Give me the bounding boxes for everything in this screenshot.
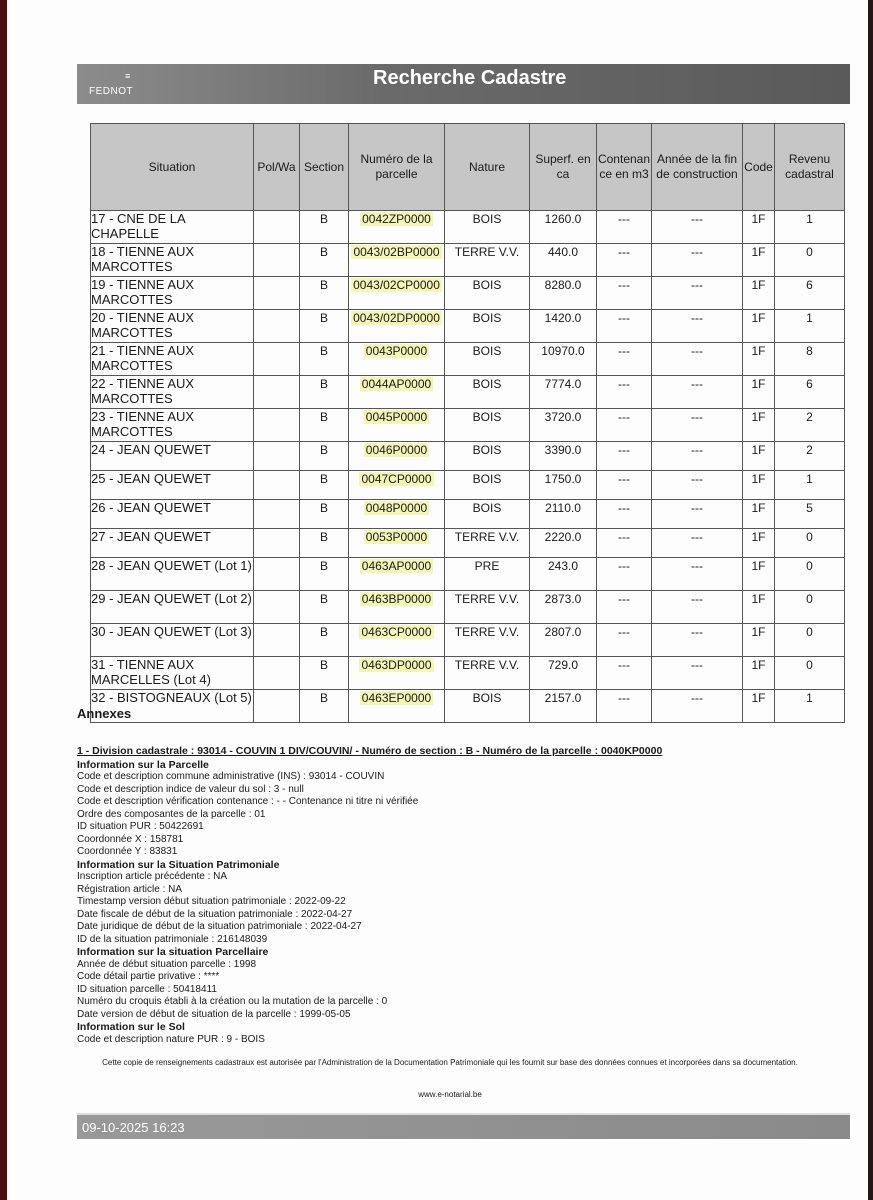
- cell-section: B: [300, 244, 349, 277]
- cell-revenu: 6: [775, 277, 845, 310]
- cell-numero: [349, 277, 445, 310]
- column-header: Année de la fin de construction: [652, 124, 743, 211]
- cell-numero: [349, 558, 445, 591]
- cell-polwa: [254, 343, 300, 376]
- cell-annee: ---: [652, 500, 743, 529]
- cell-revenu: 0: [775, 529, 845, 558]
- parcel-number: 0463EP0000: [361, 691, 432, 705]
- cell-situation: 29 - JEAN QUEWET (Lot 2): [91, 591, 254, 624]
- page-left-edge: [0, 0, 7, 1200]
- cell-polwa: [254, 558, 300, 591]
- cell-nature: BOIS: [445, 690, 530, 723]
- table-row: [91, 310, 845, 343]
- annex-line: Code détail partie privative : ****: [77, 971, 220, 982]
- cell-annee: ---: [652, 690, 743, 723]
- cell-section: B: [300, 211, 349, 244]
- annex-line: Régistration article : NA: [77, 883, 183, 895]
- parcel-number: 0463DP0000: [361, 658, 432, 672]
- annex-line: Date fiscale de début de la situation patrimoniale : 2022-04-27: [77, 908, 353, 920]
- cell-annee: ---: [652, 244, 743, 277]
- cell-code: 1F: [743, 471, 775, 500]
- cell-nature: TERRE V.V.: [445, 657, 530, 690]
- fednot-logo-mark-icon: ≡: [125, 71, 131, 81]
- print-date: 09-10-2025 16:23: [82, 1120, 185, 1135]
- cell-code: 1F: [743, 277, 775, 310]
- cell-annee: ---: [652, 591, 743, 624]
- parcel-number: 0463AP0000: [361, 559, 432, 573]
- parcel-number: 0042ZP0000: [362, 212, 431, 226]
- cell-code: 1F: [743, 529, 775, 558]
- cell-superf: 10970.0: [530, 343, 597, 376]
- parcel-number: 0047CP0000: [361, 472, 432, 486]
- cell-polwa: [254, 244, 300, 277]
- cell-superf: 2220.0: [530, 529, 597, 558]
- cell-situation: 17 - CNE DE LA CHAPELLE: [91, 211, 254, 244]
- cell-revenu: 2: [775, 442, 845, 471]
- table-row: [91, 442, 845, 471]
- cell-nature: TERRE V.V.: [445, 244, 530, 277]
- cell-contenance: ---: [597, 244, 652, 277]
- column-header: Superf. en ca: [530, 124, 597, 211]
- cell-superf: 1260.0: [530, 211, 597, 244]
- cell-superf: 2807.0: [530, 624, 597, 657]
- cell-annee: ---: [652, 343, 743, 376]
- cell-superf: 7774.0: [530, 376, 597, 409]
- cell-revenu: 0: [775, 558, 845, 591]
- cell-annee: ---: [652, 442, 743, 471]
- cell-contenance: ---: [597, 310, 652, 343]
- annex-section-heading: Information sur le Sol: [77, 1021, 185, 1033]
- annex-lines: [77, 759, 837, 1047]
- cell-revenu: 1: [775, 310, 845, 343]
- annex-line: ID de la situation patrimoniale : 216148039: [77, 933, 268, 945]
- cell-numero: [349, 471, 445, 500]
- cell-section: B: [300, 343, 349, 376]
- cell-section: B: [300, 529, 349, 558]
- cell-code: 1F: [743, 690, 775, 723]
- cell-annee: ---: [652, 277, 743, 310]
- annex-line: Timestamp version début situation patrimoniale : 2022-09-22: [77, 896, 346, 907]
- annex-line: ID situation parcelle : 50418411: [77, 983, 217, 995]
- cell-situation: 30 - JEAN QUEWET (Lot 3): [91, 624, 254, 657]
- cell-numero: [349, 244, 445, 277]
- cell-section: B: [300, 277, 349, 310]
- cell-situation: 26 - JEAN QUEWET: [91, 500, 254, 529]
- cell-polwa: [254, 211, 300, 244]
- cell-polwa: [254, 500, 300, 529]
- cell-annee: ---: [652, 310, 743, 343]
- cell-annee: ---: [652, 211, 743, 244]
- annex-section-heading: Information sur la Situation Patrimoniale: [77, 858, 280, 871]
- cell-superf: 2873.0: [530, 591, 597, 624]
- annexes-title: Annexes: [77, 706, 132, 721]
- cell-contenance: ---: [597, 343, 652, 376]
- cell-nature: BOIS: [445, 442, 530, 471]
- cell-superf: 3720.0: [530, 409, 597, 442]
- page-right-edge: [868, 0, 873, 1200]
- parcel-number: 0463CP0000: [361, 625, 432, 639]
- cell-revenu: 0: [775, 591, 845, 624]
- parcel-number: 0044AP0000: [361, 377, 432, 391]
- cell-situation: 19 - TIENNE AUX MARCOTTES: [91, 277, 254, 310]
- cell-situation: 20 - TIENNE AUX MARCOTTES: [91, 310, 254, 343]
- cell-superf: 1750.0: [530, 471, 597, 500]
- cell-nature: PRE: [445, 558, 530, 591]
- cell-code: 1F: [743, 657, 775, 690]
- cell-contenance: ---: [597, 211, 652, 244]
- fednot-logo-text: FEDNOT: [89, 86, 134, 97]
- table-row: [91, 500, 845, 529]
- cell-superf: 1420.0: [530, 310, 597, 343]
- cell-nature: BOIS: [445, 409, 530, 442]
- cell-superf: 2110.0: [530, 500, 597, 529]
- table-row: [91, 624, 845, 657]
- cadastre-table: [90, 123, 845, 723]
- cell-situation: 31 - TIENNE AUX MARCELLES (Lot 4): [91, 657, 254, 690]
- website-link: www.e-notarial.be: [418, 1090, 482, 1099]
- cell-superf: 3390.0: [530, 442, 597, 471]
- cell-polwa: [254, 277, 300, 310]
- cell-polwa: [254, 624, 300, 657]
- annex-line: Numéro du croquis établi à la création ou la mutation de la parcelle : 0: [77, 996, 388, 1007]
- annex-section-heading: Information sur la Parcelle: [77, 758, 209, 771]
- cell-code: 1F: [743, 624, 775, 657]
- cell-section: B: [300, 591, 349, 624]
- cell-numero: [349, 409, 445, 442]
- parcel-number: 0043/02CP0000: [353, 278, 440, 292]
- cell-situation: 24 - JEAN QUEWET: [91, 442, 254, 471]
- cell-code: 1F: [743, 558, 775, 591]
- disclaimer-text: Cette copie de renseignements cadastraux est autorisée par l'Administration de la Documentation Patrimoniale qui les fournit sur base des données connues et incorporées dans sa documentation.: [102, 1058, 798, 1067]
- annex-line: Code et description commune administrative (INS) : 93014 - COUVIN: [77, 771, 385, 782]
- cell-contenance: ---: [597, 558, 652, 591]
- table-row: [91, 657, 845, 690]
- cell-section: B: [300, 376, 349, 409]
- cell-nature: BOIS: [445, 376, 530, 409]
- cell-polwa: [254, 376, 300, 409]
- cell-nature: BOIS: [445, 343, 530, 376]
- page-title: Recherche Cadastre: [373, 67, 567, 89]
- table-row: [91, 277, 845, 310]
- cell-contenance: ---: [597, 409, 652, 442]
- cell-numero: [349, 657, 445, 690]
- cell-polwa: [254, 471, 300, 500]
- cell-revenu: 0: [775, 657, 845, 690]
- cell-contenance: ---: [597, 690, 652, 723]
- cell-code: 1F: [743, 211, 775, 244]
- cell-situation: 27 - JEAN QUEWET: [91, 529, 254, 558]
- cell-numero: [349, 211, 445, 244]
- annex-line: Date version de début de situation de la parcelle : 1999-05-05: [77, 1008, 351, 1020]
- cell-revenu: 1: [775, 471, 845, 500]
- cell-nature: BOIS: [445, 211, 530, 244]
- division-title: 1 - Division cadastrale : 93014 - COUVIN 1 DIV/COUVIN/ - Numéro de section : B - Numéro de la parcelle : 0040KP0000: [77, 745, 663, 757]
- annex-line: Inscription article précédente : NA: [77, 871, 228, 882]
- cell-code: 1F: [743, 376, 775, 409]
- cell-nature: TERRE V.V.: [445, 529, 530, 558]
- annex-line: Coordonnée Y : 83831: [77, 846, 178, 857]
- cell-nature: TERRE V.V.: [445, 624, 530, 657]
- column-header: Numéro de la parcelle: [349, 124, 445, 211]
- cell-contenance: ---: [597, 500, 652, 529]
- parcel-number: 0045P0000: [365, 410, 428, 424]
- cell-numero: [349, 442, 445, 471]
- cell-numero: [349, 591, 445, 624]
- cell-numero: [349, 343, 445, 376]
- column-header: Nature: [445, 124, 530, 211]
- table-row: [91, 211, 845, 244]
- annex-line: Année de début situation parcelle : 1998: [77, 958, 257, 970]
- cell-situation: 23 - TIENNE AUX MARCOTTES: [91, 409, 254, 442]
- cell-superf: 243.0: [530, 558, 597, 591]
- cell-annee: ---: [652, 376, 743, 409]
- cell-annee: ---: [652, 409, 743, 442]
- parcel-number: 0463BP0000: [361, 592, 432, 606]
- cell-nature: BOIS: [445, 277, 530, 310]
- parcel-number: 0043P0000: [365, 344, 428, 358]
- cell-contenance: ---: [597, 657, 652, 690]
- table-row: [91, 558, 845, 591]
- column-header: Situation: [91, 124, 254, 211]
- cell-revenu: 1: [775, 211, 845, 244]
- cell-revenu: 1: [775, 690, 845, 723]
- cell-polwa: [254, 657, 300, 690]
- cell-code: 1F: [743, 310, 775, 343]
- cell-numero: [349, 500, 445, 529]
- cell-situation: 22 - TIENNE AUX MARCOTTES: [91, 376, 254, 409]
- cell-contenance: ---: [597, 624, 652, 657]
- cell-nature: BOIS: [445, 310, 530, 343]
- cell-nature: TERRE V.V.: [445, 591, 530, 624]
- cell-situation: 28 - JEAN QUEWET (Lot 1): [91, 558, 254, 591]
- table-row: [91, 343, 845, 376]
- cell-section: B: [300, 442, 349, 471]
- cell-polwa: [254, 591, 300, 624]
- cell-numero: [349, 690, 445, 723]
- cell-annee: ---: [652, 657, 743, 690]
- table-row: [91, 529, 845, 558]
- cell-section: B: [300, 500, 349, 529]
- column-header: Pol/Wa: [254, 124, 300, 211]
- cell-revenu: 5: [775, 500, 845, 529]
- parcel-number: 0048P0000: [365, 501, 428, 515]
- cell-situation: 18 - TIENNE AUX MARCOTTES: [91, 244, 254, 277]
- cell-contenance: ---: [597, 376, 652, 409]
- column-header: Section: [300, 124, 349, 211]
- cell-revenu: 2: [775, 409, 845, 442]
- cell-code: 1F: [743, 409, 775, 442]
- parcel-number: 0046P0000: [365, 443, 428, 457]
- cell-contenance: ---: [597, 277, 652, 310]
- fednot-logo: [89, 72, 149, 98]
- cell-section: B: [300, 690, 349, 723]
- cell-section: B: [300, 310, 349, 343]
- table-row: [91, 690, 845, 723]
- cell-numero: [349, 376, 445, 409]
- cell-situation: 21 - TIENNE AUX MARCOTTES: [91, 343, 254, 376]
- annex-section-heading: Information sur la situation Parcellaire: [77, 946, 269, 958]
- cell-superf: 8280.0: [530, 277, 597, 310]
- annex-division: [77, 745, 837, 1046]
- cell-polwa: [254, 690, 300, 723]
- cell-polwa: [254, 310, 300, 343]
- cell-revenu: 6: [775, 376, 845, 409]
- annex-line: Code et description vérification contenance : - - Contenance ni titre ni vérifiée: [77, 796, 419, 807]
- cell-polwa: [254, 529, 300, 558]
- cell-contenance: ---: [597, 442, 652, 471]
- cell-section: B: [300, 471, 349, 500]
- parcel-number: 0053P0000: [365, 530, 428, 544]
- cell-superf: 729.0: [530, 657, 597, 690]
- cell-annee: ---: [652, 624, 743, 657]
- cell-situation: 25 - JEAN QUEWET: [91, 471, 254, 500]
- footer-bar: [77, 1113, 850, 1139]
- cell-code: 1F: [743, 244, 775, 277]
- cell-code: 1F: [743, 591, 775, 624]
- cell-polwa: [254, 442, 300, 471]
- cell-annee: ---: [652, 558, 743, 591]
- header-bar: [77, 64, 850, 104]
- column-header: Code: [743, 124, 775, 211]
- cell-revenu: 8: [775, 343, 845, 376]
- cell-annee: ---: [652, 471, 743, 500]
- cell-revenu: 0: [775, 244, 845, 277]
- cell-section: B: [300, 624, 349, 657]
- cell-numero: [349, 624, 445, 657]
- cell-superf: 440.0: [530, 244, 597, 277]
- annex-line: Code et description indice de valeur du sol : 3 - null: [77, 783, 304, 795]
- annex-line: Code et description nature PUR : 9 - BOIS: [77, 1033, 265, 1045]
- cell-revenu: 0: [775, 624, 845, 657]
- cell-code: 1F: [743, 500, 775, 529]
- cell-contenance: ---: [597, 471, 652, 500]
- cell-section: B: [300, 409, 349, 442]
- annex-line: Date juridique de début de la situation patrimoniale : 2022-04-27: [77, 921, 362, 932]
- table-row: [91, 409, 845, 442]
- cell-situation: 32 - BISTOGNEAUX (Lot 5): [91, 690, 254, 723]
- cell-section: B: [300, 657, 349, 690]
- annex-line: Ordre des composantes de la parcelle : 01: [77, 808, 266, 820]
- table-row: [91, 471, 845, 500]
- cell-contenance: ---: [597, 529, 652, 558]
- column-header: Contenan ce en m3: [597, 124, 652, 211]
- cell-nature: BOIS: [445, 500, 530, 529]
- parcel-number: 0043/02BP0000: [353, 245, 440, 259]
- cell-section: B: [300, 558, 349, 591]
- column-header: Revenu cadastral: [775, 124, 845, 211]
- table-row: [91, 244, 845, 277]
- cell-nature: BOIS: [445, 471, 530, 500]
- annex-line: ID situation PUR : 50422691: [77, 821, 204, 832]
- table-row: [91, 376, 845, 409]
- cell-numero: [349, 310, 445, 343]
- cell-polwa: [254, 409, 300, 442]
- annex-line: Coordonnée X : 158781: [77, 833, 184, 845]
- cell-annee: ---: [652, 529, 743, 558]
- table-header-row: [91, 124, 845, 211]
- cell-contenance: ---: [597, 591, 652, 624]
- cell-numero: [349, 529, 445, 558]
- parcel-number: 0043/02DP0000: [353, 311, 440, 325]
- cell-code: 1F: [743, 442, 775, 471]
- cell-code: 1F: [743, 343, 775, 376]
- table-row: [91, 591, 845, 624]
- cell-superf: 2157.0: [530, 690, 597, 723]
